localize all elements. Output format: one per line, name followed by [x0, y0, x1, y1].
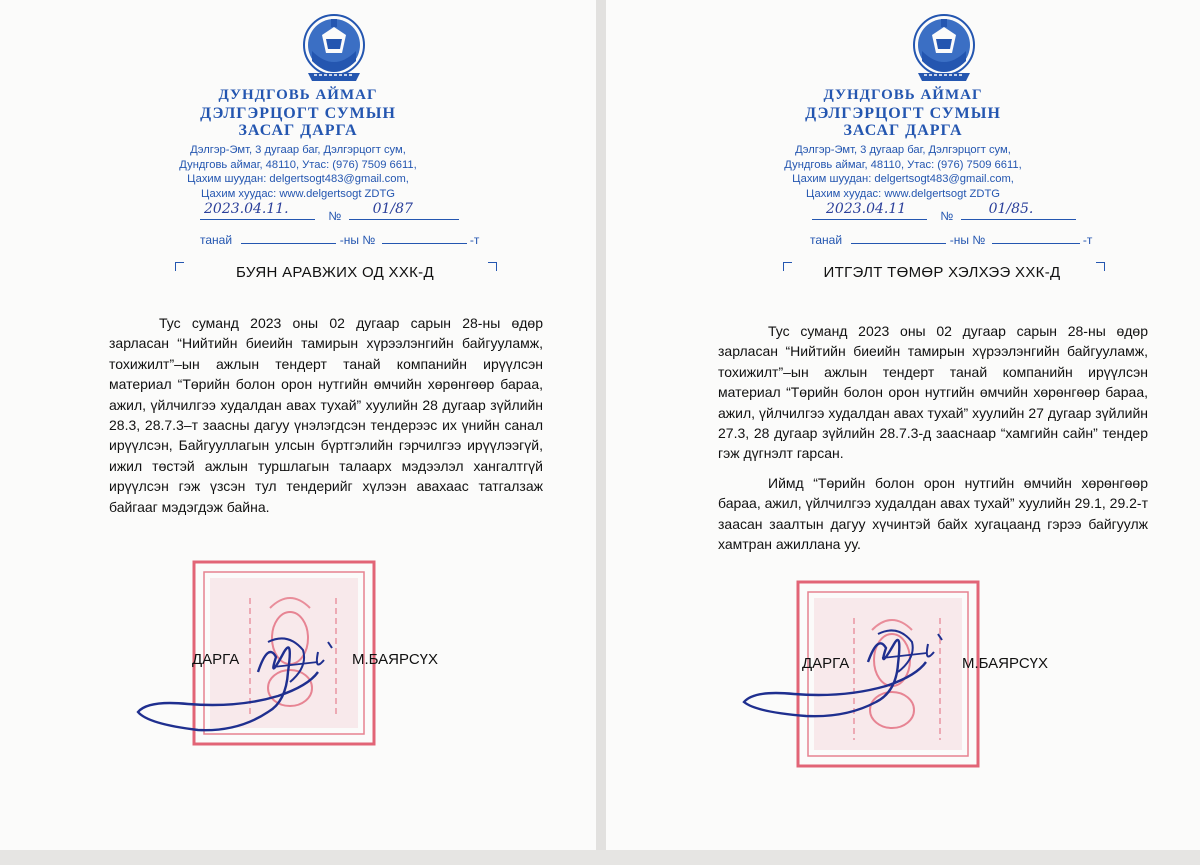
letter-body [109, 313, 543, 526]
body-paragraph: Иймд “Төрийн болон орон нутгийн өмчийн хөрөнгөөр бараа, ажил, үйлчилгээ худалдан авах тухай” хуулийн 29.1, 29.2-т заасан заалтын дагуу хүчинтэй байх хугацаанд гэрээ байгуулж хамтран ажиллана уу. [718, 474, 1148, 553]
address-line: Дэлгэр-Эмт, 3 дугаар баг, Дэлгэрцогт сум, [190, 144, 406, 156]
signer-name: М.БАЯРСҮХ [352, 651, 439, 668]
ref-date-blank [851, 231, 946, 244]
handwritten-number: 01/85. [988, 201, 1034, 217]
address-corner-mark [1096, 262, 1105, 271]
letterhead-address [0, 143, 596, 201]
reference-line [200, 231, 479, 247]
office-heading-line1: ДЭЛГЭРЦОГТ СУМЫН [805, 105, 1001, 122]
ref-mid: -ны № [949, 233, 986, 247]
reference-line [810, 231, 1092, 247]
ref-number-blank [992, 231, 1080, 244]
letter-right [606, 0, 1200, 850]
handwritten-number: 01/87 [372, 201, 413, 217]
ref-suffix: -т [469, 233, 480, 247]
date-number-line [200, 201, 459, 223]
address-line: Дундговь аймаг, 48110, Утас: (976) 7509 6611, [179, 158, 417, 171]
date-field [812, 201, 927, 220]
address-corner-mark [175, 262, 184, 271]
signer-role: ДАРГА [192, 651, 240, 668]
letter-left [0, 0, 596, 850]
number-label: № [940, 209, 954, 223]
address-line: Цахим шуудан: delgertsogt483@gmail.com, [187, 173, 409, 185]
ref-date-blank [241, 231, 336, 244]
handwritten-date: 2023.04.11 [826, 201, 907, 217]
date-number-line [812, 201, 1076, 223]
recipient-line: БУЯН АРАВЖИХ ОД ХХК-Д [236, 264, 434, 281]
ref-number-blank [382, 231, 467, 244]
address-corner-mark [488, 262, 497, 271]
body-paragraph: Тус суманд 2023 оны 02 дугаар сарын 28-ны өдөр зарласан “Нийтийн биеийн тамирын хүрээлэнгийн байгууламж, тохижилт”–ын ажлын тендерт танай компанийн ирүүлсэн материал “Төрийн болон орон нутгийн өмчийн хөрөнгөөр бараа, ажил, үйлчилгээ худалдан авах тухай” хуулийн 27 дугаар зүйлийн 27.3, 28 дугаар зүйлийн 28.7.3-д зааснаар “хамгийн сайн” тендер гэж дүгнэлт гарсан. [718, 323, 1148, 462]
handwritten-date: 2023.04.11. [204, 201, 289, 217]
number-field [349, 201, 459, 220]
letterhead-address [606, 143, 1200, 201]
number-field [961, 201, 1076, 220]
state-emblem-icon [302, 13, 366, 83]
office-heading-line2: ЗАСАГ ДАРГА [843, 122, 963, 139]
address-line: Цахим хуудас: www.delgertsogt ZDTG [201, 187, 395, 200]
handwritten-signature [118, 612, 358, 752]
ref-mid: -ны № [339, 233, 376, 247]
recipient-line: ИТГЭЛТ ТӨМӨР ХЭЛХЭЭ ХХК-Д [823, 264, 1061, 281]
office-heading-line2: ЗАСАГ ДАРГА [238, 122, 358, 139]
ref-prefix: танай [200, 233, 233, 247]
address-line: Дундговь аймаг, 48110, Утас: (976) 7509 6611, [784, 158, 1022, 171]
handwritten-signature [722, 606, 962, 736]
province-heading: ДУНДГОВЬ АЙМАГ [218, 87, 378, 103]
state-emblem-icon [912, 13, 976, 83]
number-label: № [328, 209, 342, 223]
scanner-bottom-edge [0, 850, 1200, 865]
ref-suffix: -т [1082, 233, 1093, 247]
address-corner-mark [783, 262, 792, 271]
signer-name: М.БАЯРСҮХ [962, 655, 1049, 672]
ref-prefix: танай [810, 233, 843, 247]
address-line: Дэлгэр-Эмт, 3 дугаар баг, Дэлгэрцогт сум, [795, 144, 1011, 156]
province-heading: ДУНДГОВЬ АЙМАГ [823, 87, 983, 103]
body-paragraph: Тус суманд 2023 оны 02 дугаар сарын 28-ны өдөр зарласан “Нийтийн биеийн тамирын хүрээлэнгийн байгууламж, тохижилт”–ын ажлын тендерт танай компанийн ирүүлсэн материал “Төрийн болон орон нутгийн өмчийн хөрөнгөөр бараа, ажил, үйлчилгээ худалдан авах тухай” хуулийн 28 дугаар зүйлийн 28.3, 28.7.3–т заасны дагуу үнэлэгдсэн тендерээс их үнийн санал ирүүлсэн, Байгууллагын улсын бүртгэлийн гэрчилгээ ирүүлээгүй, ижил төстэй ажлын туршлагын талаарх мэдээлэл хангалтгүй ирүүлсэн гэж үзсэн тул тендерийг хүлээн авахаас татгалзаж байгааг мэдэгдэж байна. [109, 315, 543, 515]
letter-body [718, 321, 1148, 563]
page-gap [596, 0, 606, 865]
address-line: Цахим хуудас: www.delgertsogt ZDTG [806, 187, 1000, 200]
date-field [200, 201, 315, 220]
signer-role: ДАРГА [802, 655, 850, 672]
office-heading-line1: ДЭЛГЭРЦОГТ СУМЫН [200, 105, 396, 122]
address-line: Цахим шуудан: delgertsogt483@gmail.com, [792, 173, 1014, 185]
